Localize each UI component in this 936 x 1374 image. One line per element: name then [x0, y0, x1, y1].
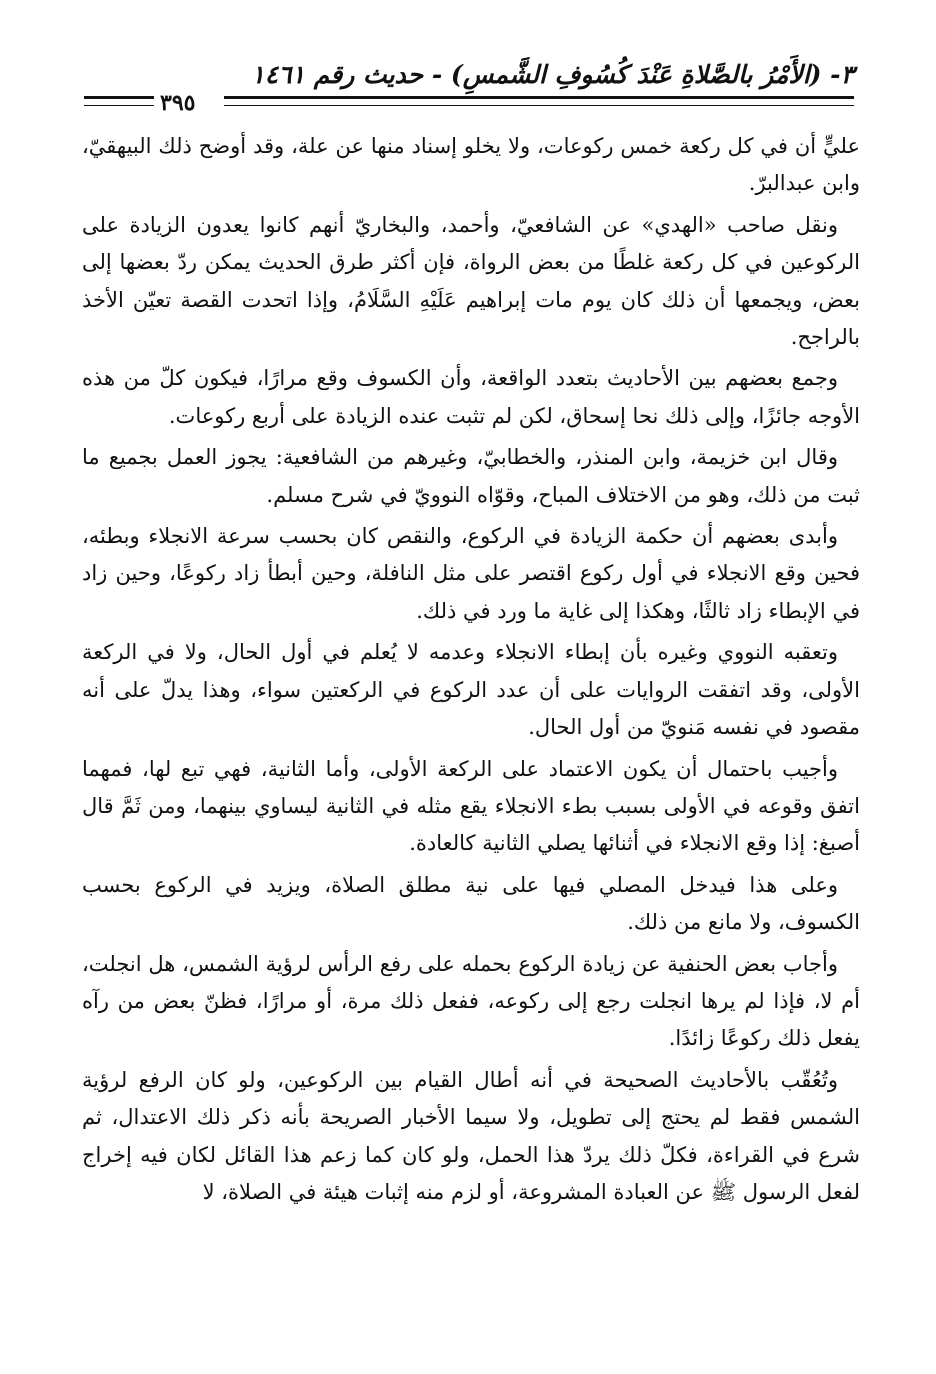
- header-rule: [224, 96, 854, 106]
- paragraph: وقال ابن خزيمة، وابن المنذر، والخطابيّ، وغيرهم من الشافعية: يجوز العمل بجميع ما ثبت من ذلك، وهو من الاختلاف المباح، وقوّاه النوويّ في شرح مسلم.: [82, 445, 860, 507]
- page-number-rule: [84, 96, 154, 106]
- paragraph: عليٍّ أن في كل ركعة خمس ركوعات، ولا يخلو إسناد منها عن علة، وقد أوضح ذلك البيهقيّ، وابن عبدالبرّ.: [82, 134, 860, 196]
- paragraph: وأجيب باحتمال أن يكون الاعتماد على الركعة الأولى، وأما الثانية، فهي تبع لها، فمهما اتفق وقوعه في الأولى بسبب بطء الانجلاء يقع مثله في الثانية ليساوي بينهما، ومن ثَمَّ قال أصبغ: إذا وقع الانجلاء في أثنائها يصلي الثانية كالعادة.: [82, 756, 860, 856]
- paragraph: ونقل صاحب «الهدي» عن الشافعيّ، وأحمد، والبخاريّ أنهم كانوا يعدون الزيادة على الركوعين في كل ركعة غلطًا من بعض الرواة، فإن أكثر طرق الحديث يمكن ردّ بعضها إلى بعض، ويجمعها أن ذلك كان يوم مات إبراهيم عَلَيْهِ السَّلَامُ، وإذا اتحدت القصة تعيّن الأخذ بالراجح.: [82, 212, 860, 350]
- paragraph: وجمع بعضهم بين الأحاديث بتعدد الواقعة، وأن الكسوف وقع مرارًا، فيكون كلّ من هذه الأوجه جائزًا، وإلى ذلك نحا إسحاق، لكن لم تثبت عنده الزيادة على أربع ركوعات.: [82, 366, 860, 428]
- paragraph: وتعقبه النووي وغيره بأن إبطاء الانجلاء وعدمه لا يُعلم في أول الحال، ولا في الركعة الأولى، وقد اتفقت الروايات على أن عدد الركوع في الركعتين سواء، وهذا يدلّ على أنه مقصود في نفسه مَنويّ من أول الحال.: [82, 640, 860, 740]
- running-title: ٣- (الأَمْرُ بالصَّلاةِ عَنْدَ كُسُوفِ الشَّمسِ) - حديث رقم ١٤٦١: [251, 60, 854, 89]
- paragraph: وعلى هذا فيدخل المصلي فيها على نية مطلق الصلاة، ويزيد في الركوع بحسب الكسوف، ولا مانع من ذلك.: [82, 872, 860, 935]
- paragraph: وتُعُقّب بالأحاديث الصحيحة في أنه أطال القيام بين الركوعين، ولو كان الرفع لرؤية الشمس فقط لم يحتج إلى تطويل، ولا سيما الأخبار الصريحة بأنه ذكر ذلك الاعتدال، ثم شرع في القراءة، فكلّ ذلك يردّ هذا الحمل، ولو كان كما زعم هذا القائل لكان فيه إخراج لفعل الرسول ﷺ عن العبادة المشروعة، أو لزم منه إثبات هيئة في الصلاة، لا: [82, 1067, 860, 1204]
- paragraph: وأبدى بعضهم أن حكمة الزيادة في الركوع، والنقص كان بحسب سرعة الانجلاء وبطئه، فحين وقع الانجلاء في أول ركوع اقتصر على مثل النافلة، وحين أبطأ زاد ركوعًا، وحين زاد في الإبطاء زاد ثالثًا، وهكذا إلى غاية ما ورد في ذلك.: [82, 524, 860, 623]
- page-number: ٣٩٥: [160, 90, 196, 116]
- paragraph: وأجاب بعض الحنفية عن زيادة الركوع بحمله على رفع الرأس لرؤية الشمس، هل انجلت، أم لا، فإذا لم يرها انجلت رجع إلى ركوعه، ففعل ذلك مرة، أو مرارًا، فظنّ بعض من رآه يفعل ذلك ركوعًا زائدًا.: [82, 951, 860, 1051]
- page-header: [84, 58, 854, 116]
- body-text: [82, 128, 860, 1215]
